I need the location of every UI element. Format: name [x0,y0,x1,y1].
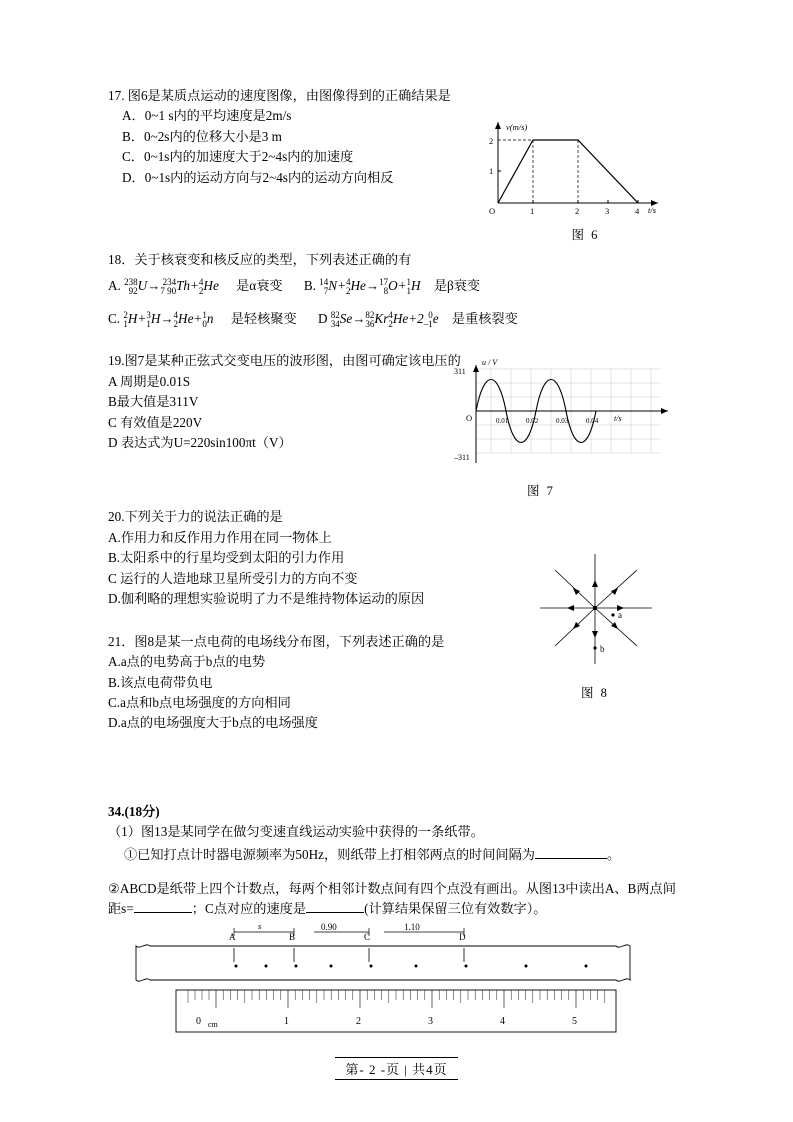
svg-text:3: 3 [605,206,610,216]
svg-text:4: 4 [500,1015,505,1027]
question-18-title: 18．关于核衰变和核反应的类型，下列表述正确的有 [108,252,412,267]
question-18-label-b: B. [303,278,316,294]
svg-text:2: 2 [575,206,580,216]
question-19-option-c: C 有效值是220V [108,414,203,430]
svg-text:5: 5 [572,1015,577,1027]
question-34-sub1-pre: ①已知打点计时器电源频率为50Hz，则纸带上打相邻两点的时间间隔为 [124,846,535,862]
question-18-equation-d: 82 34 Se→ 82 36 Kr 4 2 He+2 0 –1 e [330,309,442,329]
svg-text:b: b [600,643,605,654]
question-18-label-d: D [317,310,328,326]
question-21-option-b: B.该点电荷带负电 [108,674,213,690]
svg-text:1.10: 1.10 [404,921,420,932]
svg-text:1: 1 [284,1015,289,1027]
question-18-equation-b: 14 7 N+ 4 2 He→ 17 8 O+ 1 1 H [319,277,424,297]
question-20-title: 20.下列关于力的说法正确的是 [108,509,283,525]
question-18-label-a: A. [108,278,121,294]
question-20-option-b: B.太阳系中的行星均受到太阳的引力作用 [108,550,345,566]
figure-6 [478,108,693,246]
svg-text:0.02: 0.02 [526,417,539,426]
svg-text:u / V: u / V [482,358,498,368]
question-19 [108,351,688,498]
svg-text:A: A [229,931,236,942]
question-18-note-b: 是β衰变 [433,278,481,294]
question-17 [108,86,688,243]
question-18-note-c: 是轻核聚变 [230,310,297,326]
question-19-option-b: B最大值是311V [108,394,199,410]
svg-text:3: 3 [428,1015,433,1027]
question-20-option-d: D.伽利略的理想实验说明了力不是维持物体运动的原因 [108,591,425,607]
svg-text:1: 1 [530,206,535,216]
svg-text:s: s [258,920,262,931]
answer-blank-2[interactable] [134,900,192,913]
question-18-row-1 [108,276,688,296]
svg-text:4: 4 [635,206,640,216]
question-17-option-b: B．0~2s内的位移大小是3 m [122,128,282,144]
question-18-note-d: 是重核裂变 [451,310,518,326]
question-34-sub2-pre: ②ABCD是纸带上四个计数点，每两个相邻计数点间有四个点没有画出。从图13中读出A、B两点间距s= [108,880,676,917]
question-34-sub2-post: (计算结果保留三位有效数字）。 [364,901,547,917]
question-34-sub1 [124,845,688,865]
svg-text:1: 1 [489,166,494,176]
figure-7 [446,355,696,501]
svg-text:2: 2 [356,1015,361,1027]
answer-blank-1[interactable] [535,846,607,859]
question-34-sub2-mid: ；C点对应的速度是 [191,901,307,917]
question-21-title: 21．图8是某一点电荷的电场线分布图，下列表述正确的是 [108,633,445,649]
figure-6-graph [478,108,693,218]
figure-7-caption: 图 7 [527,483,555,498]
question-21-option-d: D.a点的电场强度大于b点的电场强度 [108,715,318,731]
question-18-label-c: C. [108,310,121,326]
svg-text:O: O [466,413,473,424]
svg-text:2: 2 [489,136,494,146]
svg-text:a: a [618,609,622,620]
svg-text:D: D [459,931,466,942]
svg-text:311: 311 [454,367,466,377]
question-18-equation-c: 2 1 H+ 3 1 H→ 4 2 He+ 1 0 n [123,309,217,329]
svg-text:0.03: 0.03 [556,417,569,426]
figure-13-graph [116,920,656,1048]
svg-text:–311: –311 [454,453,470,463]
question-19-option-a: A 周期是0.01S [108,373,191,389]
figure-7-graph [446,355,696,473]
figure-8 [510,546,690,704]
question-21 [108,609,688,742]
question-20-option-a: A.作用力和反作用力作用在同一物体上 [108,529,332,545]
svg-text:0.04: 0.04 [586,417,599,426]
figure-8-graph [510,546,680,676]
page-footer [0,1057,793,1080]
question-34-intro: （1）图13是某同学在做匀变速直线运动实验中获得的一条纸带。 [108,824,484,840]
question-17-option-c: C．0~1s内的加速度大于2~4s内的加速度 [122,149,354,165]
svg-text:cm: cm [208,1019,218,1029]
svg-text:0.01: 0.01 [496,417,509,426]
question-20-option-c: C 运行的人造地球卫星所受引力的方向不变 [108,570,358,586]
svg-text:B: B [289,931,296,942]
figure-6-caption: 图 6 [571,228,600,243]
question-19-option-d: D 表达式为U=220sin100πt（V） [108,435,292,451]
question-34-sub1-post: 。 [607,846,621,862]
svg-text:0.90: 0.90 [321,921,337,932]
question-21-option-a: A.a点的电势高于b点的电势 [108,654,266,670]
svg-text:t/s: t/s [648,205,657,215]
figure-13 [116,920,656,1048]
question-21-option-c: C.a点和b点电场强度的方向相同 [108,694,291,710]
page-footer-text: 第- 2 -页 | 共4页 [335,1057,457,1080]
question-18-note-a: 是α衰变 [236,278,283,294]
svg-text:v(m/s): v(m/s) [506,122,528,132]
question-18-equation-a: 238 92 U→ 234 7 90 Th+ 4 2 He [124,277,223,297]
question-34-title: 34.(18分) [108,803,160,819]
question-18 [108,250,688,329]
svg-text:0: 0 [196,1015,201,1027]
svg-text:t/s: t/s [614,414,622,424]
question-19-title: 19.图7是某种正弦式交变电压的波形图，由图可确定该电压的 [108,353,461,369]
question-34 [108,802,688,1048]
question-17-title: 17. 图6是某质点运动的速度图像，由图像得到的正确结果是 [108,88,451,103]
answer-blank-3[interactable] [306,900,364,913]
figure-8-caption: 图 8 [581,686,609,701]
question-18-row-2 [108,309,688,329]
page-content [108,86,688,1052]
question-17-option-a: A．0~1 s内的平均速度是2m/s [122,108,292,124]
svg-text:C: C [364,931,371,942]
question-17-option-d: D．0~1s内的运动方向与2~4s内的运动方向相反 [122,169,394,185]
svg-text:O: O [489,206,496,216]
question-34-sub2 [108,879,688,920]
